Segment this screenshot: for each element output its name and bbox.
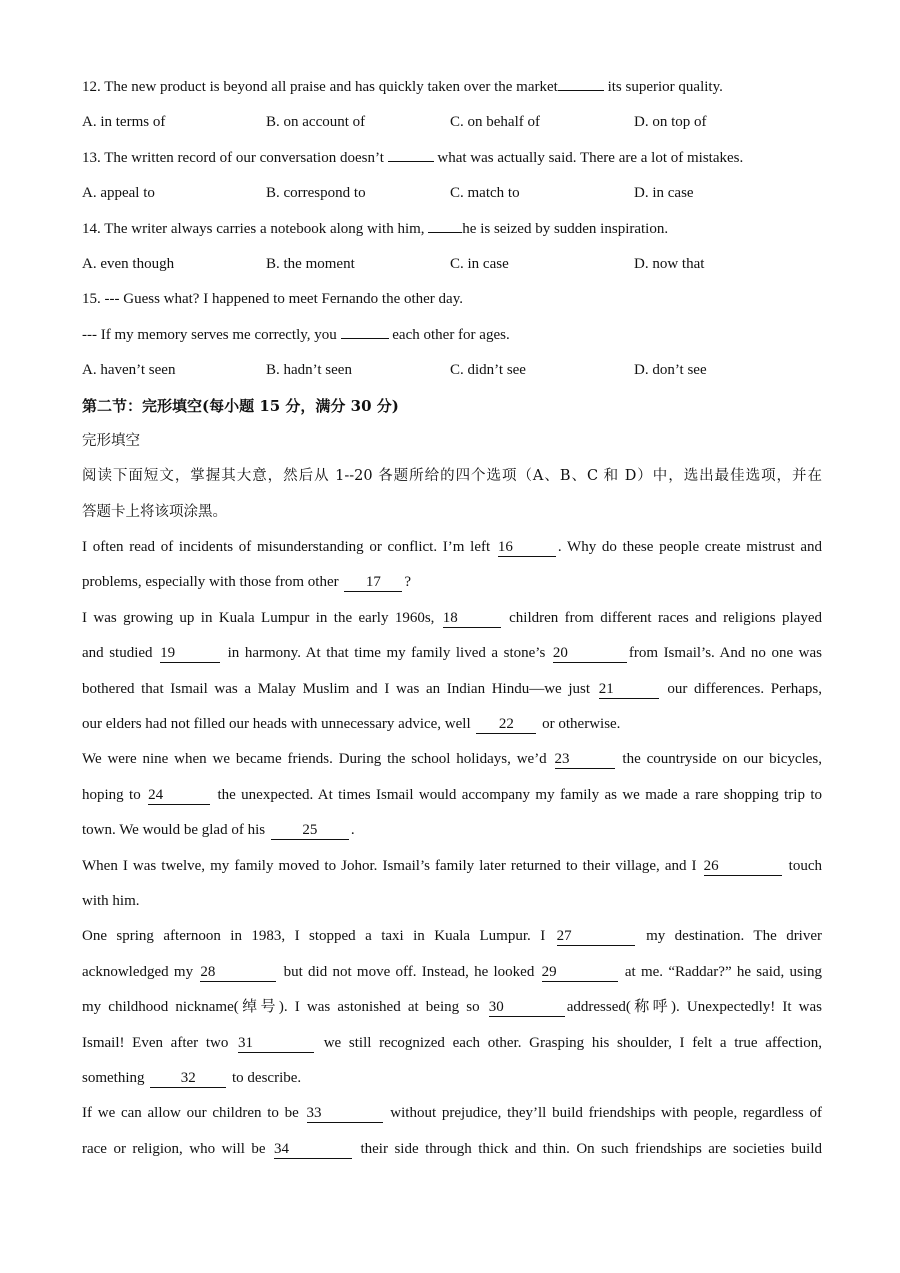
passage-text: race or religion, who will be [82,1140,273,1157]
section-heading: 第二节：完形填空(每小题 15 分，满分 30 分) [82,396,399,415]
blank-18: 18 [443,611,501,628]
option-a: A. appeal to [82,185,155,202]
passage-text: without prejudice, they’ll build friendships with people, regardless of [384,1105,822,1122]
passage-text: but did not move off. Instead, he looked [278,963,540,980]
passage-line [82,601,822,636]
blank-16: 16 [498,540,556,557]
section-subheading: 完形填空 [82,432,140,449]
question-14 [82,212,822,247]
option-a: A. even though [82,255,175,272]
passage-text: at me. “Raddar?” he said, using [619,963,822,980]
passage-text: our differences. Perhaps, [660,680,822,697]
question-12-blank [558,76,604,91]
passage-line [82,1132,822,1167]
option-b: B. hadn’t seen [266,362,352,379]
exam-page [82,70,822,1167]
passage-line [82,1096,822,1131]
blank-26: 26 [704,859,782,876]
option-d: D. in case [634,185,694,202]
passage-line [82,990,822,1025]
passage-text: bothered that Ismail was a Malay Muslim and I was an Indian Hindu—we just [82,680,597,697]
option-d: D. now that [634,255,705,272]
question-15-prompt: 15. --- Guess what? I happened to meet Fernando the other day. [82,291,463,308]
passage-line [82,742,822,777]
passage-text: in harmony. At that time my family lived a stone’s [222,645,551,662]
question-15 [82,318,822,353]
passage-text: we still recognized each other. Grasping his shoulder, I felt a true affection, [316,1034,822,1051]
blank-30: 30 [489,1000,565,1017]
passage-line: with him. [82,892,140,909]
passage-text: from Ismail’s. And no one was [628,645,822,662]
passage-line [82,778,822,813]
question-14-blank [428,218,462,233]
passage-text: One spring afternoon in 1983, I stopped a taxi in Kuala Lumpur. I [82,928,555,945]
passage-line [82,813,822,848]
passage-text: We were nine when we became friends. During the school holidays, we’d [82,751,553,768]
option-a: A. haven’t seen [82,362,176,379]
passage-line [82,530,822,565]
passage-text: our elders had not filled our heads with unnecessary advice, well [82,716,475,733]
passage-line [82,636,822,671]
blank-34: 34 [274,1142,352,1159]
blank-19: 19 [160,646,220,663]
passage-text: . Why do these people create mistrust and [557,539,823,556]
passage-text: I often read of incidents of misunderstanding or conflict. I’m left [82,539,496,556]
blank-28: 28 [200,965,276,982]
passage-text: acknowledged my [82,963,199,980]
passage-text: something [82,1069,149,1086]
passage-text: I was growing up in Kuala Lumpur in the early 1960s, [82,609,441,626]
passage-line [82,565,822,600]
blank-29: 29 [542,965,618,982]
question-15-stem-end: each other for ages. [388,326,510,343]
question-12 [82,70,822,105]
passage-text: ? [404,574,412,591]
passage-text: Ismail! Even after two [82,1034,237,1051]
blank-21: 21 [599,682,659,699]
passage-text: or otherwise. [538,716,621,733]
blank-33: 33 [307,1106,383,1123]
passage-line [82,1061,822,1096]
blank-25: 25 [271,823,349,840]
option-c: C. didn’t see [450,362,526,379]
blank-20: 20 [553,646,627,663]
option-a: A. in terms of [82,114,166,131]
blank-27: 27 [557,929,635,946]
passage-text: problems, especially with those from other [82,574,343,591]
passage-text: to describe. [228,1069,302,1086]
option-c: C. in case [450,255,509,272]
passage-text: my childhood nickname(绰号). I was astonished at being so [82,999,487,1016]
passage-text: touch [783,857,823,874]
passage-text: . [350,822,355,839]
passage-line [82,919,822,954]
question-12-stem-start: 12. The new product is beyond all praise and has quickly taken over the market [82,79,558,95]
passage-line [82,1026,822,1061]
question-13-stem-start: 13. The written record of our conversation doesn’t [82,149,388,166]
passage-line [82,849,822,884]
passage-line [82,707,822,742]
blank-32: 32 [150,1071,226,1088]
section-instruction: 阅读下面短文，掌握其大意，然后从 1--20 各题所给的四个选项（A、B、C 和 D）中，选出最佳选项，并在 [82,468,822,485]
passage-text: addressed(称呼). Unexpectedly! It was [566,999,822,1016]
option-b: B. on account of [266,114,366,131]
question-12-options [82,105,822,140]
passage-text: the countryside on our bicycles, [616,751,823,768]
question-15-stem-start: --- If my memory serves me correctly, you [82,326,341,343]
passage-text: If we can allow our children to be [82,1105,305,1122]
option-c: C. match to [450,185,520,202]
section-instruction-cont: 答题卡上将该项涂黑。 [82,503,227,520]
question-13-stem-end: what was actually said. There are a lot of mistakes. [433,149,744,166]
blank-23: 23 [555,752,615,769]
option-d: D. on top of [634,114,707,131]
option-b: B. correspond to [266,185,366,202]
blank-22: 22 [476,717,536,734]
passage-text: town. We would be glad of his [82,822,269,839]
blank-17: 17 [344,575,402,592]
passage-text: children from different races and religions played [502,609,822,626]
passage-text: my destination. The driver [636,928,823,945]
blank-24: 24 [148,788,210,805]
passage-text: their side through thick and thin. On such friendships are societies build [354,1140,822,1157]
passage-text: and studied [82,645,159,662]
question-12-stem-end: its superior quality. [603,79,723,95]
question-13-options [82,176,822,211]
question-15-options [82,353,822,388]
question-13 [82,141,822,176]
passage-text: the unexpected. At times Ismail would accompany my family as we made a rare shopping trip to [212,786,823,803]
passage-line [82,672,822,707]
option-c: C. on behalf of [450,114,540,131]
option-d: D. don’t see [634,362,707,379]
question-14-options [82,247,822,282]
option-b: B. the moment [266,255,355,272]
question-15-blank [341,324,389,339]
question-14-stem-end: he is seized by sudden inspiration. [462,220,669,237]
question-14-stem-start: 14. The writer always carries a notebook along with him, [82,220,429,237]
question-13-blank [388,147,434,162]
passage-text: When I was twelve, my family moved to Johor. Ismail’s family later returned to their village, and I [82,857,702,874]
passage-line [82,955,822,990]
blank-31: 31 [238,1036,314,1053]
passage-text: hoping to [82,786,147,803]
